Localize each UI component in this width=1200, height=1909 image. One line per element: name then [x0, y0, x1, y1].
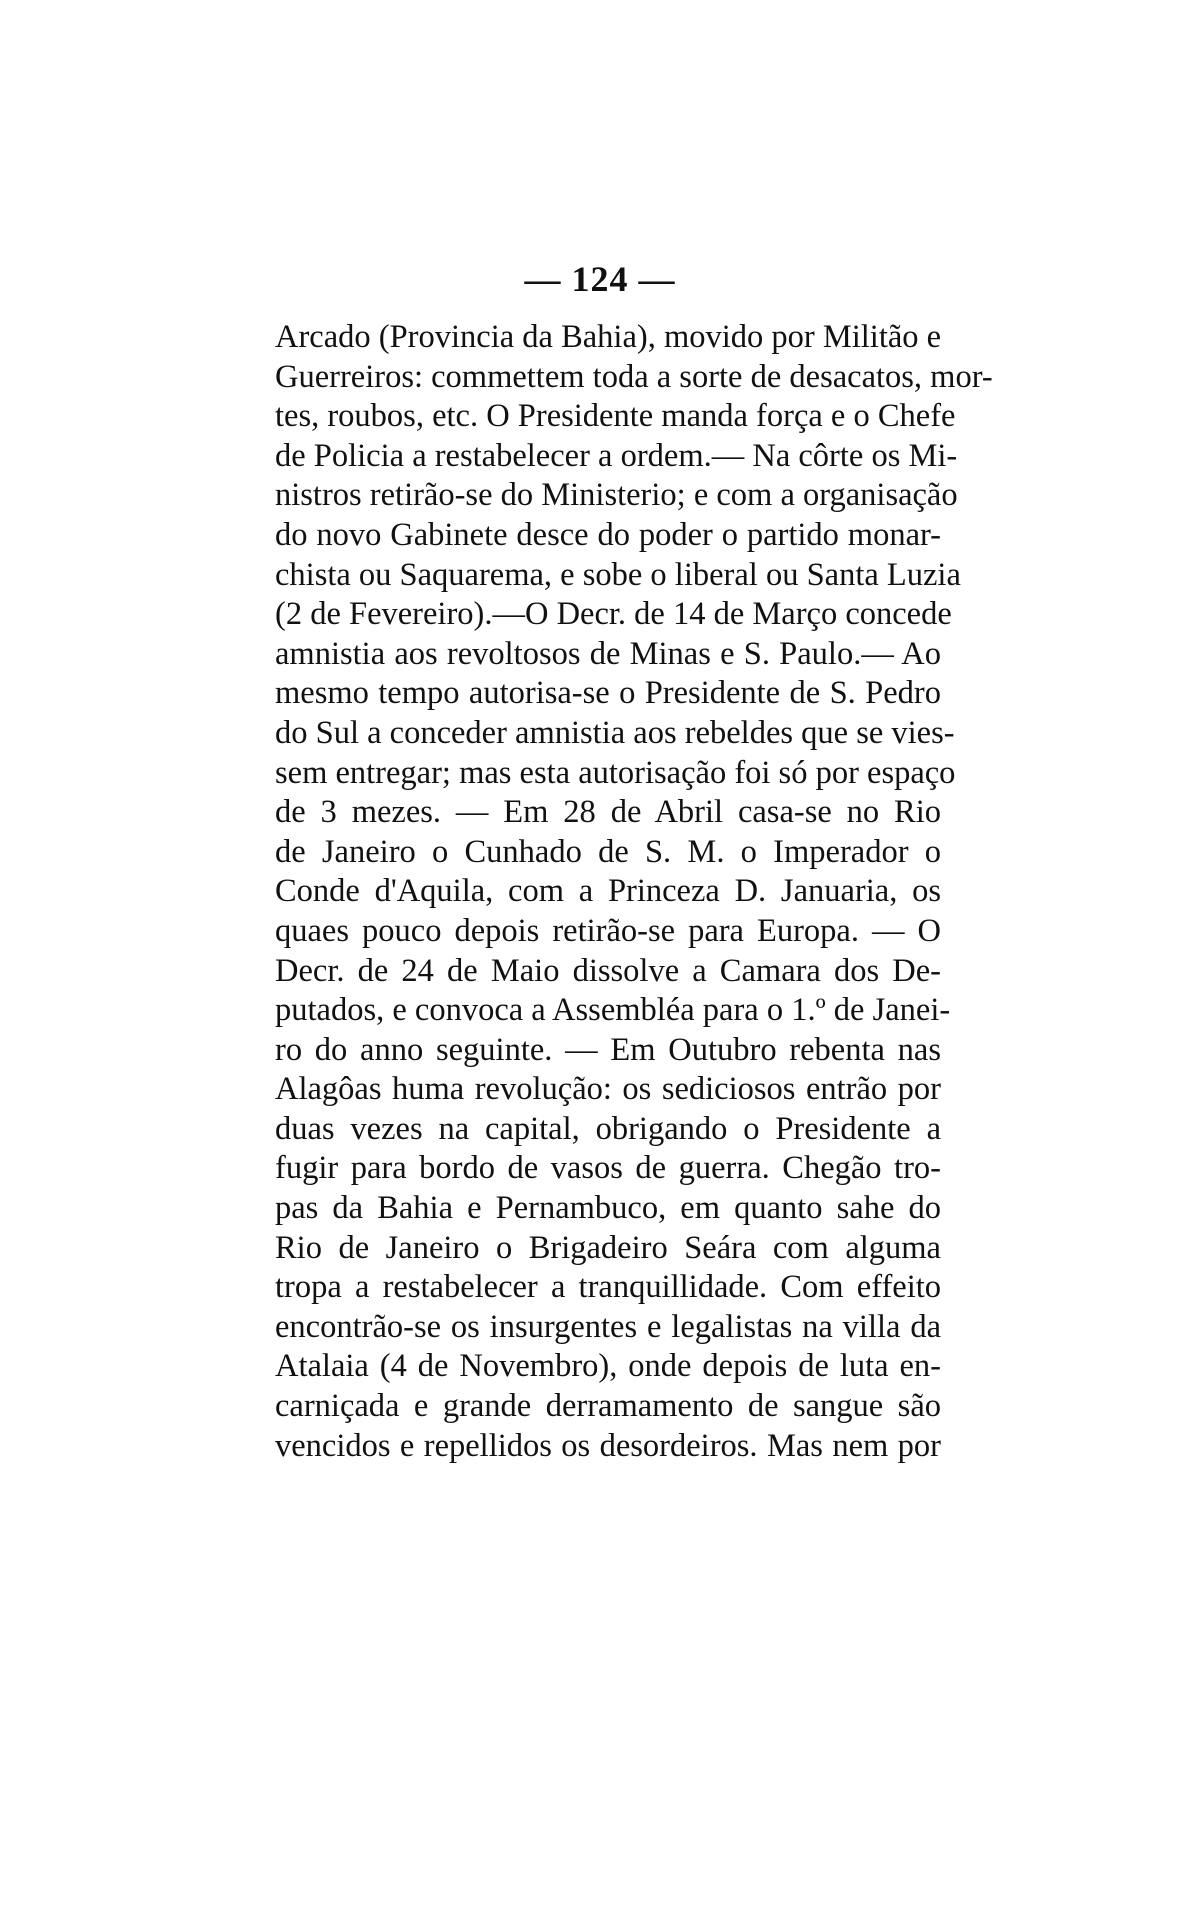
text-line: amnistia aos revoltosos de Minas e S. Paulo.— Ao	[275, 635, 941, 672]
text-line: ro do anno seguinte. — Em Outubro rebenta nas	[275, 1031, 941, 1068]
text-line: duas vezes na capital, obrigando o Presidente a	[275, 1110, 941, 1147]
text-line: carniçada e grande derramamento de sangue são	[275, 1388, 941, 1425]
text-line: (2 de Fevereiro).—O Decr. de 14 de Março concede	[275, 596, 952, 633]
text-line: de Policia a restabelecer a ordem.— Na côrte os Mi-	[275, 437, 958, 474]
text-line: fugir para bordo de vasos de guerra. Chegão tro-	[275, 1150, 941, 1187]
text-line: Alagôas huma revolução: os sediciosos entrão por	[275, 1071, 941, 1108]
text-line: do novo Gabinete desce do poder o partido monar-	[275, 516, 941, 553]
text-line: tropa a restabelecer a tranquillidade. Com effeito	[275, 1269, 941, 1306]
text-line: quaes pouco depois retirão-se para Europa. — O	[275, 912, 941, 949]
text-line: Atalaia (4 de Novembro), onde depois de luta en-	[275, 1348, 941, 1385]
body-text	[275, 318, 993, 1466]
text-line: tes, roubos, etc. O Presidente manda força e o Chefe	[275, 398, 956, 435]
text-line: Arcado (Provincia da Bahia), movido por Militão e	[275, 319, 942, 355]
text-line: sem entregar; mas esta autorisação foi só por espaço	[275, 754, 956, 791]
text-line: vencidos e repellidos os desordeiros. Mas nem por	[275, 1427, 941, 1464]
text-line: de 3 mezes. — Em 28 de Abril casa-se no Rio	[275, 794, 941, 831]
page-number: — 124 —	[524, 259, 676, 299]
text-line: Conde d'Aquila, com a Princeza D. Januaria, os	[275, 873, 941, 910]
text-line: Guerreiros: commettem toda a sorte de desacatos, mor-	[275, 358, 993, 395]
text-line: pas da Bahia e Pernambuco, em quanto sahe do	[275, 1190, 941, 1227]
text-line: Rio de Janeiro o Brigadeiro Seára com alguma	[275, 1229, 941, 1266]
text-line: putados, e convoca a Assembléa para o 1.º de Janei-	[275, 992, 951, 1029]
text-line: do Sul a conceder amnistia aos rebeldes que se vies-	[275, 714, 955, 751]
text-line: de Janeiro o Cunhado de S. M. o Imperador o	[275, 833, 941, 870]
text-line: nistros retirão-se do Ministerio; e com a organisação	[275, 477, 958, 514]
text-line: Decr. de 24 de Maio dissolve a Camara dos De-	[275, 952, 941, 989]
text-line: encontrão-se os insurgentes e legalistas na villa da	[275, 1308, 941, 1345]
text-line: mesmo tempo autorisa-se o Presidente de S. Pedro	[275, 675, 941, 712]
text-line: chista ou Saquarema, e sobe o liberal ou Santa Luzia	[275, 556, 961, 593]
